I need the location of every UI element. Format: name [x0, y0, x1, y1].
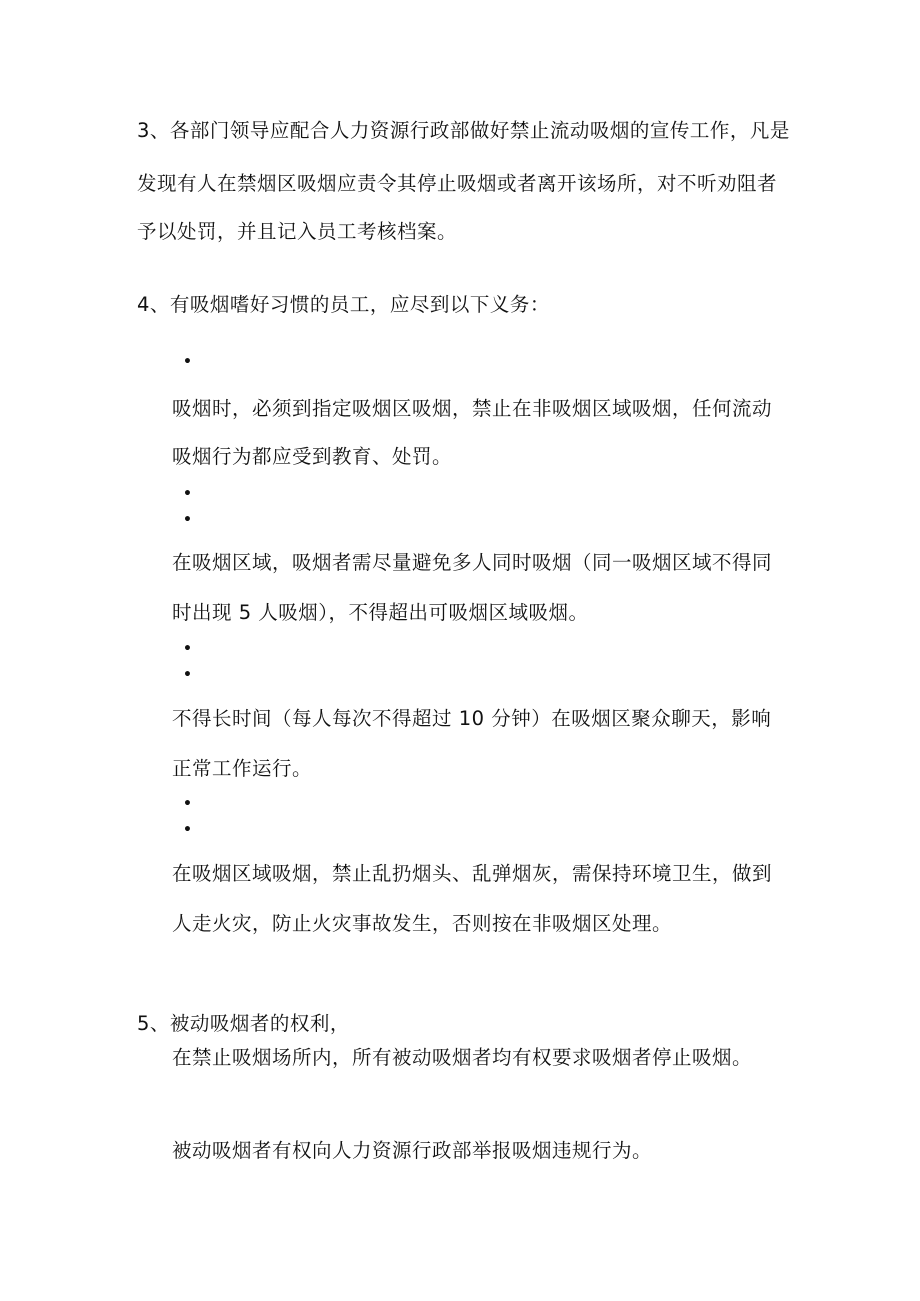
bullet-marker: •	[183, 354, 192, 370]
bullet-marker: •	[183, 641, 192, 657]
section-5-heading: 5、被动吸烟者的权利，	[137, 1012, 350, 1035]
section-5-line-1: 在禁止吸烟场所内，所有被动吸烟者均有权要求吸烟者停止吸烟。	[172, 1046, 753, 1069]
bullet-marker: •	[183, 667, 192, 683]
item-1-line-2: 吸烟行为都应受到教育、处罚。	[172, 445, 453, 468]
item-4-line-1: 在吸烟区域吸烟，禁止乱扔烟头、乱弹烟灰，需保持环境卫生，做到	[172, 862, 773, 885]
section-3-line-3: 予以处罚，并且记入员工考核档案。	[137, 220, 458, 243]
item-2-line-1: 在吸烟区域，吸烟者需尽量避免多人同时吸烟（同一吸烟区域不得同	[172, 551, 773, 574]
section-3-line-2: 发现有人在禁烟区吸烟应责令其停止吸烟或者离开该场所，对不听劝阻者	[137, 172, 778, 195]
bullet-marker: •	[183, 822, 192, 838]
section-4-heading: 4、有吸烟嗜好习惯的员工，应尽到以下义务：	[137, 293, 550, 316]
section-5-line-2: 被动吸烟者有权向人力资源行政部举报吸烟违规行为。	[172, 1139, 653, 1162]
item-4-line-2: 人走火灾，防止火灾事故发生，否则按在非吸烟区处理。	[172, 912, 673, 935]
item-1-line-1: 吸烟时，必须到指定吸烟区吸烟，禁止在非吸烟区域吸烟，任何流动	[172, 397, 773, 420]
item-3-line-1: 不得长时间（每人每次不得超过 10 分钟）在吸烟区聚众聊天，影响	[172, 707, 772, 730]
section-3-line-1: 3、各部门领导应配合人力资源行政部做好禁止流动吸烟的宣传工作，凡是	[137, 119, 790, 142]
item-3-line-2: 正常工作运行。	[172, 757, 313, 780]
bullet-marker: •	[183, 486, 192, 502]
bullet-marker: •	[183, 512, 192, 528]
item-2-line-2: 时出现 5 人吸烟），不得超出可吸烟区域吸烟。	[172, 601, 589, 624]
bullet-marker: •	[183, 796, 192, 812]
